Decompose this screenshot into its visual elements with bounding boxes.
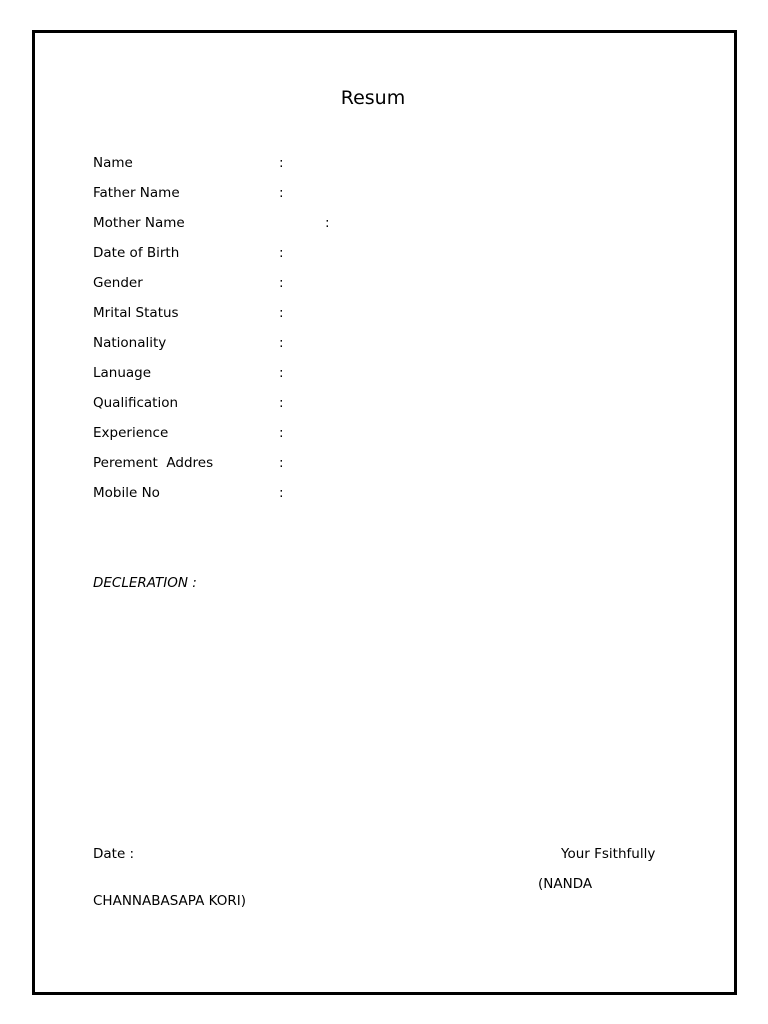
field-label-permanent-address: Perement Addres [93, 455, 214, 471]
signature-name-line1: (NANDA [538, 876, 593, 892]
field-label-gender: Gender [93, 275, 143, 291]
field-label-nationality: Nationality [93, 335, 167, 351]
field-separator-mobile-no: : [279, 485, 284, 501]
field-separator-experience: : [279, 425, 284, 441]
field-separator-marital-status: : [279, 305, 284, 321]
field-separator-name: : [279, 155, 284, 171]
field-label-date-of-birth: Date of Birth [93, 245, 180, 261]
field-separator-permanent-address: : [279, 455, 284, 471]
field-label-name: Name [93, 155, 133, 171]
field-separator-father-name: : [279, 185, 284, 201]
field-label-qualification: Qualification [93, 395, 179, 411]
date-label: Date : [93, 846, 135, 862]
field-separator-language: : [279, 365, 284, 381]
closing-text: Your Fsithfully [561, 846, 656, 862]
field-separator-mother-name: : [325, 215, 330, 231]
field-label-experience: Experience [93, 425, 169, 441]
signature-name-line2: CHANNABASAPA KORI) [93, 893, 246, 909]
field-separator-gender: : [279, 275, 284, 291]
field-label-father-name: Father Name [93, 185, 180, 201]
declaration-heading: DECLERATION : [93, 575, 197, 591]
field-separator-date-of-birth: : [279, 245, 284, 261]
field-label-mobile-no: Mobile No [93, 485, 160, 501]
field-label-marital-status: Mrital Status [93, 305, 179, 321]
field-label-language: Lanuage [93, 365, 152, 381]
field-label-mother-name: Mother Name [93, 215, 185, 231]
field-separator-nationality: : [279, 335, 284, 351]
document-title: Resum [340, 87, 406, 109]
field-separator-qualification: : [279, 395, 284, 411]
